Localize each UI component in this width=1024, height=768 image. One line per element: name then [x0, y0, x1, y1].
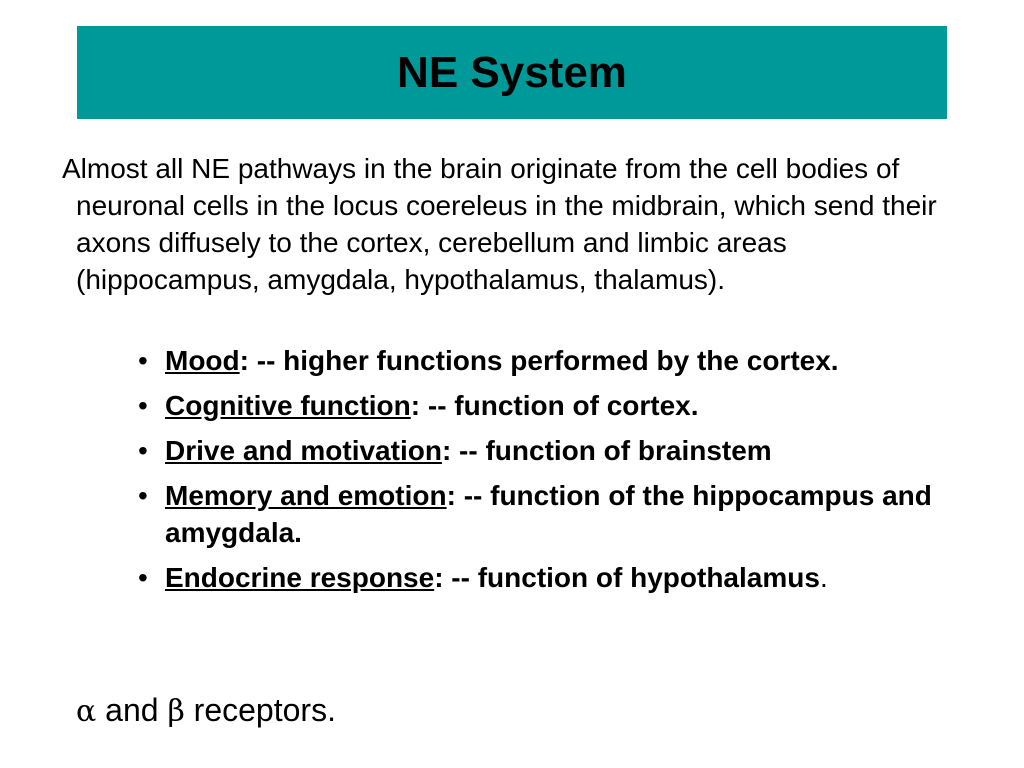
bullet-drive-and-motivation [138, 432, 978, 469]
bullet-description: : -- function of cortex. [410, 390, 699, 421]
bullet-description: : -- function of the hippocampus and amygdala. [165, 480, 932, 548]
bullet-term: Cognitive function [165, 390, 411, 421]
bullet-marker: • [138, 390, 148, 421]
receptors-and: and [96, 692, 168, 728]
title-bar [77, 26, 947, 119]
receptors-line [76, 690, 336, 732]
bullet-term: Endocrine response [165, 562, 435, 593]
bullet-mood [138, 342, 978, 379]
bullet-marker: • [138, 435, 148, 466]
bullet-memory-and-emotion [138, 477, 978, 551]
bullet-marker: • [138, 562, 148, 593]
slide-title: NE System [397, 47, 627, 97]
intro-paragraph: Almost all NE pathways in the brain originate from the cell bodies of neuronal cells in the locus coereleus in the midbrain, which send their axons diffusely to the cortex, cerebellum and limbic areas (hippocampus, amygdala, hypothalamus, thalamus). [62, 153, 937, 295]
bullet-description: : -- function of hypothalamus [434, 562, 820, 593]
alpha-symbol: α [76, 694, 97, 729]
bullet-cognitive-function [138, 387, 978, 424]
bullet-term: Mood [165, 345, 240, 376]
bullet-marker: • [138, 345, 148, 376]
bullet-endocrine-response [138, 559, 978, 596]
bullet-trailing-period: . [819, 562, 828, 593]
function-list [138, 342, 978, 604]
bullet-description: : -- function of brainstem [441, 435, 772, 466]
bullet-term: Drive and motivation [165, 435, 442, 466]
bullet-term: Memory and emotion [165, 480, 447, 511]
beta-symbol: β [167, 694, 185, 729]
bullet-description: : -- higher functions performed by the cortex. [239, 345, 839, 376]
bullet-marker: • [138, 480, 148, 511]
receptors-suffix: receptors. [184, 692, 336, 728]
